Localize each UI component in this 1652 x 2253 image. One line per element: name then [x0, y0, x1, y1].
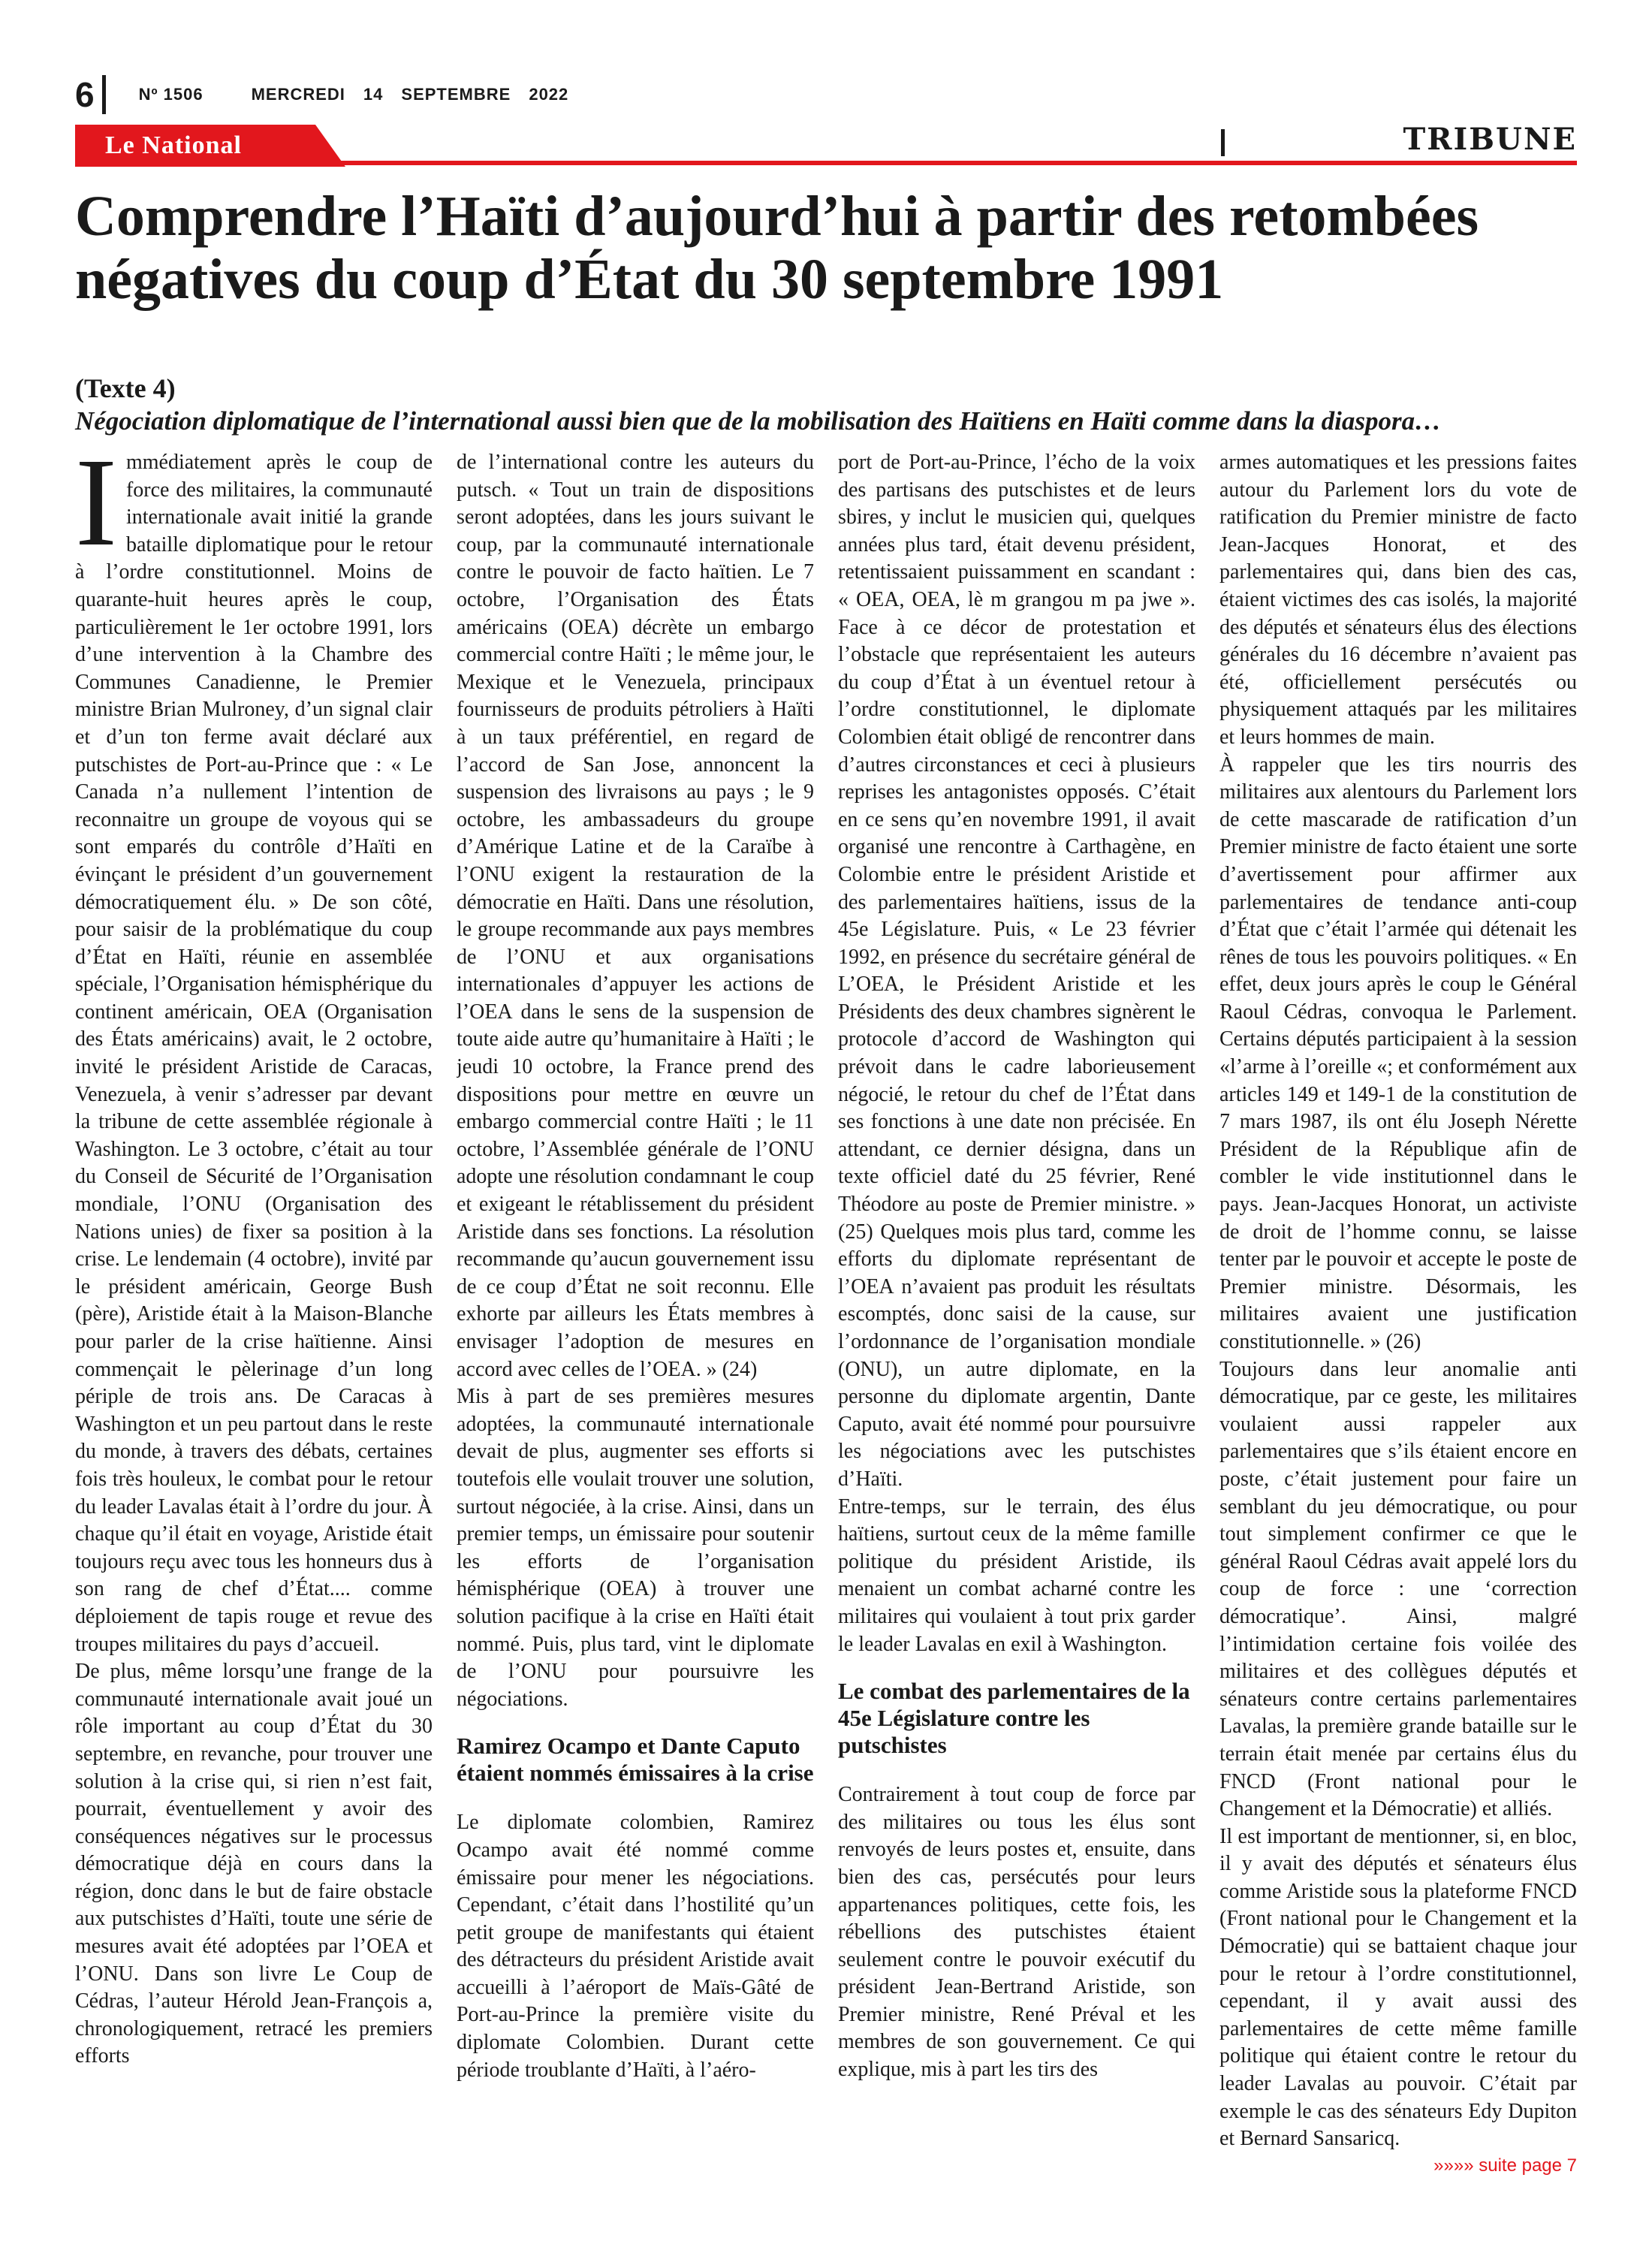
article-paragraph: [75, 449, 433, 1658]
article-body: [75, 449, 1577, 2178]
article-paragraph: de l’international contre les auteurs du putsch. « Tout un train de dispositions seront adoptées, dans les jours suivant le coup, par la communauté internationale contre le pouvoir de facto haïtien. Le 7 octobre, l’Organisation des États américains (OEA) décrète un embargo commercial contre Haïti ; le même jour, le Mexique et le Venezuela, principaux fournisseurs de produits pétroliers à Haïti à un taux préférentiel, en regard de l’accord de San Jose, annoncent la suspension des livraisons au pays ; le 9 octobre, les ambassadeurs du groupe d’Amérique Latine et de la Caraïbe à l’ONU exigent la restauration de la démocratie en Haïti. Dans une résolution, le groupe recommande aux pays membres de l’ONU et aux organisations internationales d’appuyer les actions de l’OEA dans le sens de la suspension de toute aide autre qu’humanitaire à Haïti ; le jeudi 10 octobre, la France prend des dispositions pour mettre en œuvre un embargo commercial contre Haïti ; le 11 octobre, l’Assemblée générale de l’ONU adopte une résolution condamnant le coup et exigeant le rétablissement du président Aristide dans ses fonctions. La résolution recommande qu’aucun gouvernement issu de ce coup d’État ne soit reconnu. Elle exhorte par ailleurs les États membres à envisager l’adoption de mesures en accord avec celles de l’OEA. » (24): [457, 451, 814, 1381]
section-divider: [1221, 129, 1225, 156]
article-paragraph: Toujours dans leur anomalie anti démocratique, par ce geste, les militaires voulaient aussi rappeler aux parlementaires que s’ils étaient encore en poste, c’était justement pour faire un semblant du jeu démocratique, ou pour tout simplement confirmer ce que le général Raoul Cédras avait appelé lors du coup de force : une ‘correction démocratique’. Ainsi, malgré l’intimidation certaine fois voilée des militaires et des collègues députés et sénateurs contre certains parlementaires Lavalas, la première grande bataille sur le terrain était menée par certains élus du FNCD (Front national pour le Changement et la Démocratie) et alliés.: [1219, 1357, 1577, 1821]
date-day: 14: [363, 85, 384, 104]
section-band: [75, 122, 1577, 167]
paragraph-text: mmédiatement après le coup de force des militaires, la communauté internationale avait initié la grande bataille diplomatique pour le retour à l’ordre constitutionnel. Moins de quarante-huit heures après le coup, particulièrement le 1er octobre 1991, lors d’une intervention à la Chambre des Communes Canadienne, le Premier ministre Brian Mulroney, d’un signal clair et d’un ton ferme avait déclaré aux putschistes de Port-au-Prince que : « Le Canada n’a nullement l’intention de reconnaitre un groupe de voyous qui se sont emparés du contrôle d’Haïti en évinçant le président d’un gouvernement démocratiquement élu. » De son côté, pour saisir de la problématique du coup d’État en Haïti, réunie en assemblée spéciale, l’Organisation hémisphérique du continent américain, OEA (Organisation des États américains) avait, le 2 octobre, invité le président Aristide de Caracas, Venezuela, à venir s’adresser par devant la tribune de cette assemblée régionale à Washington. Le 3 octobre, c’était au tour du Conseil de Sécurité de l’Organisation mondiale, l’ONU (Organisation des Nations unies) de fixer sa position à la crise. Le lendemain (4 octobre), invité par le président américain, George Bush (père), Aristide était à la Maison-Blanche pour parler de la crise haïtienne. Ainsi commençait le pèlerinage d’un long périple de trois ans. De Caracas à Washington et un peu partout dans le reste du monde, à travers des débats, certaines fois très houleux, le combat pour le retour du leader Lavalas était à l’ordre du jour. À chaque qu’il était en voyage, Aristide était toujours reçu avec tous les honneurs dus à son rang de chef d’État.... comme déploiement de tapis rouge et revue des troupes militaires du pays d’accueil.: [75, 451, 433, 1656]
article-column-1: [75, 449, 433, 2178]
date-weekday: MERCREDI: [251, 85, 345, 104]
article-paragraph: Mis à part de ses premières mesures adoptées, la communauté internationale devait de plus, augmenter ses efforts si toutefois elle voulait trouver une solution, surtout négociée, à la crise. Ainsi, dans un premier temps, un émissaire pour soutenir les efforts de l’organisation hémisphérique (OEA) à trouver une solution pacifique à la crise en Haïti était nommé. Puis, plus tard, vint le diplomate de l’ONU pour poursuivre les négociations.: [457, 1385, 814, 1711]
article-paragraph: port de Port-au-Prince, l’écho de la voix des partisans des putschistes et de leurs sbires, y inclut le musicien qui, quelques années plus tard, était devenu président, retentissaient puissamment en scandant : « OEA, OEA, lè m grangou m pa jwe ». Face à ce décor de protestation et l’obstacle que représentaient les auteurs du coup d’État à un éventuel retour à l’ordre constitutionnel, le diplomate Colombien était obligé de rencontrer dans d’autres circonstances et ceci à plusieurs reprises les antagonistes opposés. C’était en ce sens qu’en novembre 1991, il avait organisé une rencontre à Carthagène, en Colombie entre le président Aristide et des parlementaires haïtiens, issus de la 45e Législature. Puis, « Le 23 février 1992, en présence du secrétaire général de L’OEA, le Président Aristide et les Présidents des deux chambres signèrent le protocole d’accord de Washington qui prévoit dans le cadre laborieusement négocié, le retour du chef de l’État dans ses fonctions à une date non précisée. En attendant, ce dernier désigna, dans un texte officiel daté du 25 février, René Théodore au poste de Premier ministre. » (25) Quelques mois plus tard, comme les efforts du diplomate représentant de l’OEA n’avaient pas produit les résultats escomptés, donc saisi de la cause, sur l’ordonnance de l’organisation mondiale (ONU), un autre diplomate, en la personne du diplomate argentin, Dante Caputo, avait été nommé pour poursuivre les négociations avec les putschistes d’Haïti.: [838, 451, 1195, 1491]
article-paragraph: Contrairement à tout coup de force par des militaires ou tous les élus sont renvoyés de leurs postes et, ensuite, dans bien des cas, persécutés pour leurs appartenances politiques, cette fois, les rébellions des putschistes étaient seulement contre le pouvoir exécutif du président Jean-Bertrand Aristide, son Premier ministre, René Préval et les membres de son gouvernement. Ce qui explique, mis à part les tirs des: [838, 1783, 1195, 2082]
article-subhead: Ramirez Ocampo et Dante Caputo étaient nommés émissaires à la crise: [457, 1733, 814, 1787]
red-rule: [330, 161, 1577, 165]
article-series-tag: (Texte 4): [75, 373, 176, 403]
article-paragraph: Il est important de mentionner, si, en bloc, il y avait des députés et sénateurs élus comme Aristide sous la plateforme FNCD (Front national pour le Changement et la Démocratie) qui se battaient chaque jour pour le retour à l’ordre constitutionnel, cependant, il y avait aussi des parlementaires de cette même famille politique qui étaient contre le retour du leader Lavalas au pouvoir. C’était par exemple le cas des sénateurs Edy Dupiton et Bernard Sansaricq.: [1219, 1824, 1577, 2151]
article-column-2: [457, 449, 814, 2178]
article-paragraph: Entre-temps, sur le terrain, des élus haïtiens, surtout ceux de la même famille politique du président Aristide, ils menaient un combat acharné contre les militaires qui voulaient à tout prix garder le leader Lavalas en exil à Washington.: [838, 1494, 1195, 1656]
article-paragraph: À rappeler que les tirs nourris des militaires aux alentours du Parlement lors de cette mascarade de ratification d’un Premier ministre de facto étaient une sorte d’avertissement pour affirmer aux parlementaires de tendance anti-coup d’État que c’était l’armée qui détenait les rênes de tous les pouvoirs politiques. « En effet, deux jours après le coup le Général Raoul Cédras, convoqua le Parlement. Certains députés participaient à la session «l’arme à l’oreille «; et conformément aux articles 149 et 149-1 de la constitution de 7 mars 1987, ils ont élu Joseph Nérette Président de la République afin de combler le vide institutionnel dans le pays. Jean-Jacques Honorat, un activiste de droit de l’homme connu, se laisse tenter par le pouvoir et accepte le poste de Premier ministre. Désormais, les militaires avaient une justification constitutionnelle. » (26): [1219, 753, 1577, 1353]
continued-link[interactable]: »»»» suite page 7: [1433, 2155, 1577, 2176]
article-deck: Négociation diplomatique de l’international aussi bien que de la mobilisation des Haïtiens en Haïti comme dans la diaspora…: [75, 406, 1442, 436]
header-divider: [102, 75, 106, 114]
page-number: 6: [75, 75, 95, 114]
date-year: 2022: [529, 85, 569, 104]
drop-cap: I: [75, 449, 117, 572]
article-column-4: [1219, 449, 1577, 2178]
article-column-3: [838, 449, 1195, 2178]
publication-name: Le National: [105, 131, 242, 159]
section-name: TRIBUNE: [1403, 122, 1577, 157]
date-month: SEPTEMBRE: [401, 85, 511, 104]
article-headline: Comprendre l’Haïti d’aujourd’hui à partir des retombées négatives du coup d’État du 30 septembre 1991: [75, 185, 1479, 311]
issue-number: Nº 1506: [138, 85, 203, 104]
article-paragraph: armes automatiques et les pressions faites autour du Parlement lors du vote de ratification du Premier ministre de facto Jean-Jacques Honorat, et des parlementaires qui, dans bien des cas, étaient victimes des cas isolés, la majorité des députés et sénateurs élus des élections générales du 16 décembre n’avaient pas été, officiellement persécutés ou physiquement attaqués par les militaires et leurs hommes de main.: [1219, 451, 1577, 749]
article-paragraph: De plus, même lorsqu’une frange de la communauté internationale avait joué un rôle important au coup d’État du 30 septembre, en revanche, pour trouver une solution à la crise qui, si rien n’est fait, pourrait, éventuellement y avoir des conséquences négatives sur le processus démocratique déjà en cours dans la région, donc dans le but de faire obstacle aux putschistes d’Haïti, toute une série de mesures avait été adoptées par l’OEA et l’ONU. Dans son livre Le Coup de Cédras, l’auteur Hérold Jean-François a, chronologiquement, retracé les premiers efforts: [75, 1660, 433, 2068]
article-paragraph: Le diplomate colombien, Ramirez Ocampo avait été nommé comme émissaire pour mener les négociations. Cependant, c’était dans l’hostilité qu’un petit groupe de manifestants qui étaient des détracteurs du président Aristide avait accueilli à l’aéroport de Maïs-Gâté de Port-au-Prince la première visite du diplomate Colombien. Durant cette période troublante d’Haïti, à l’aéro-: [457, 1811, 814, 2082]
article-subhead: Le combat des parlementaires de la 45e Législature contre les putschistes: [838, 1678, 1190, 1759]
page-header: [75, 72, 594, 117]
